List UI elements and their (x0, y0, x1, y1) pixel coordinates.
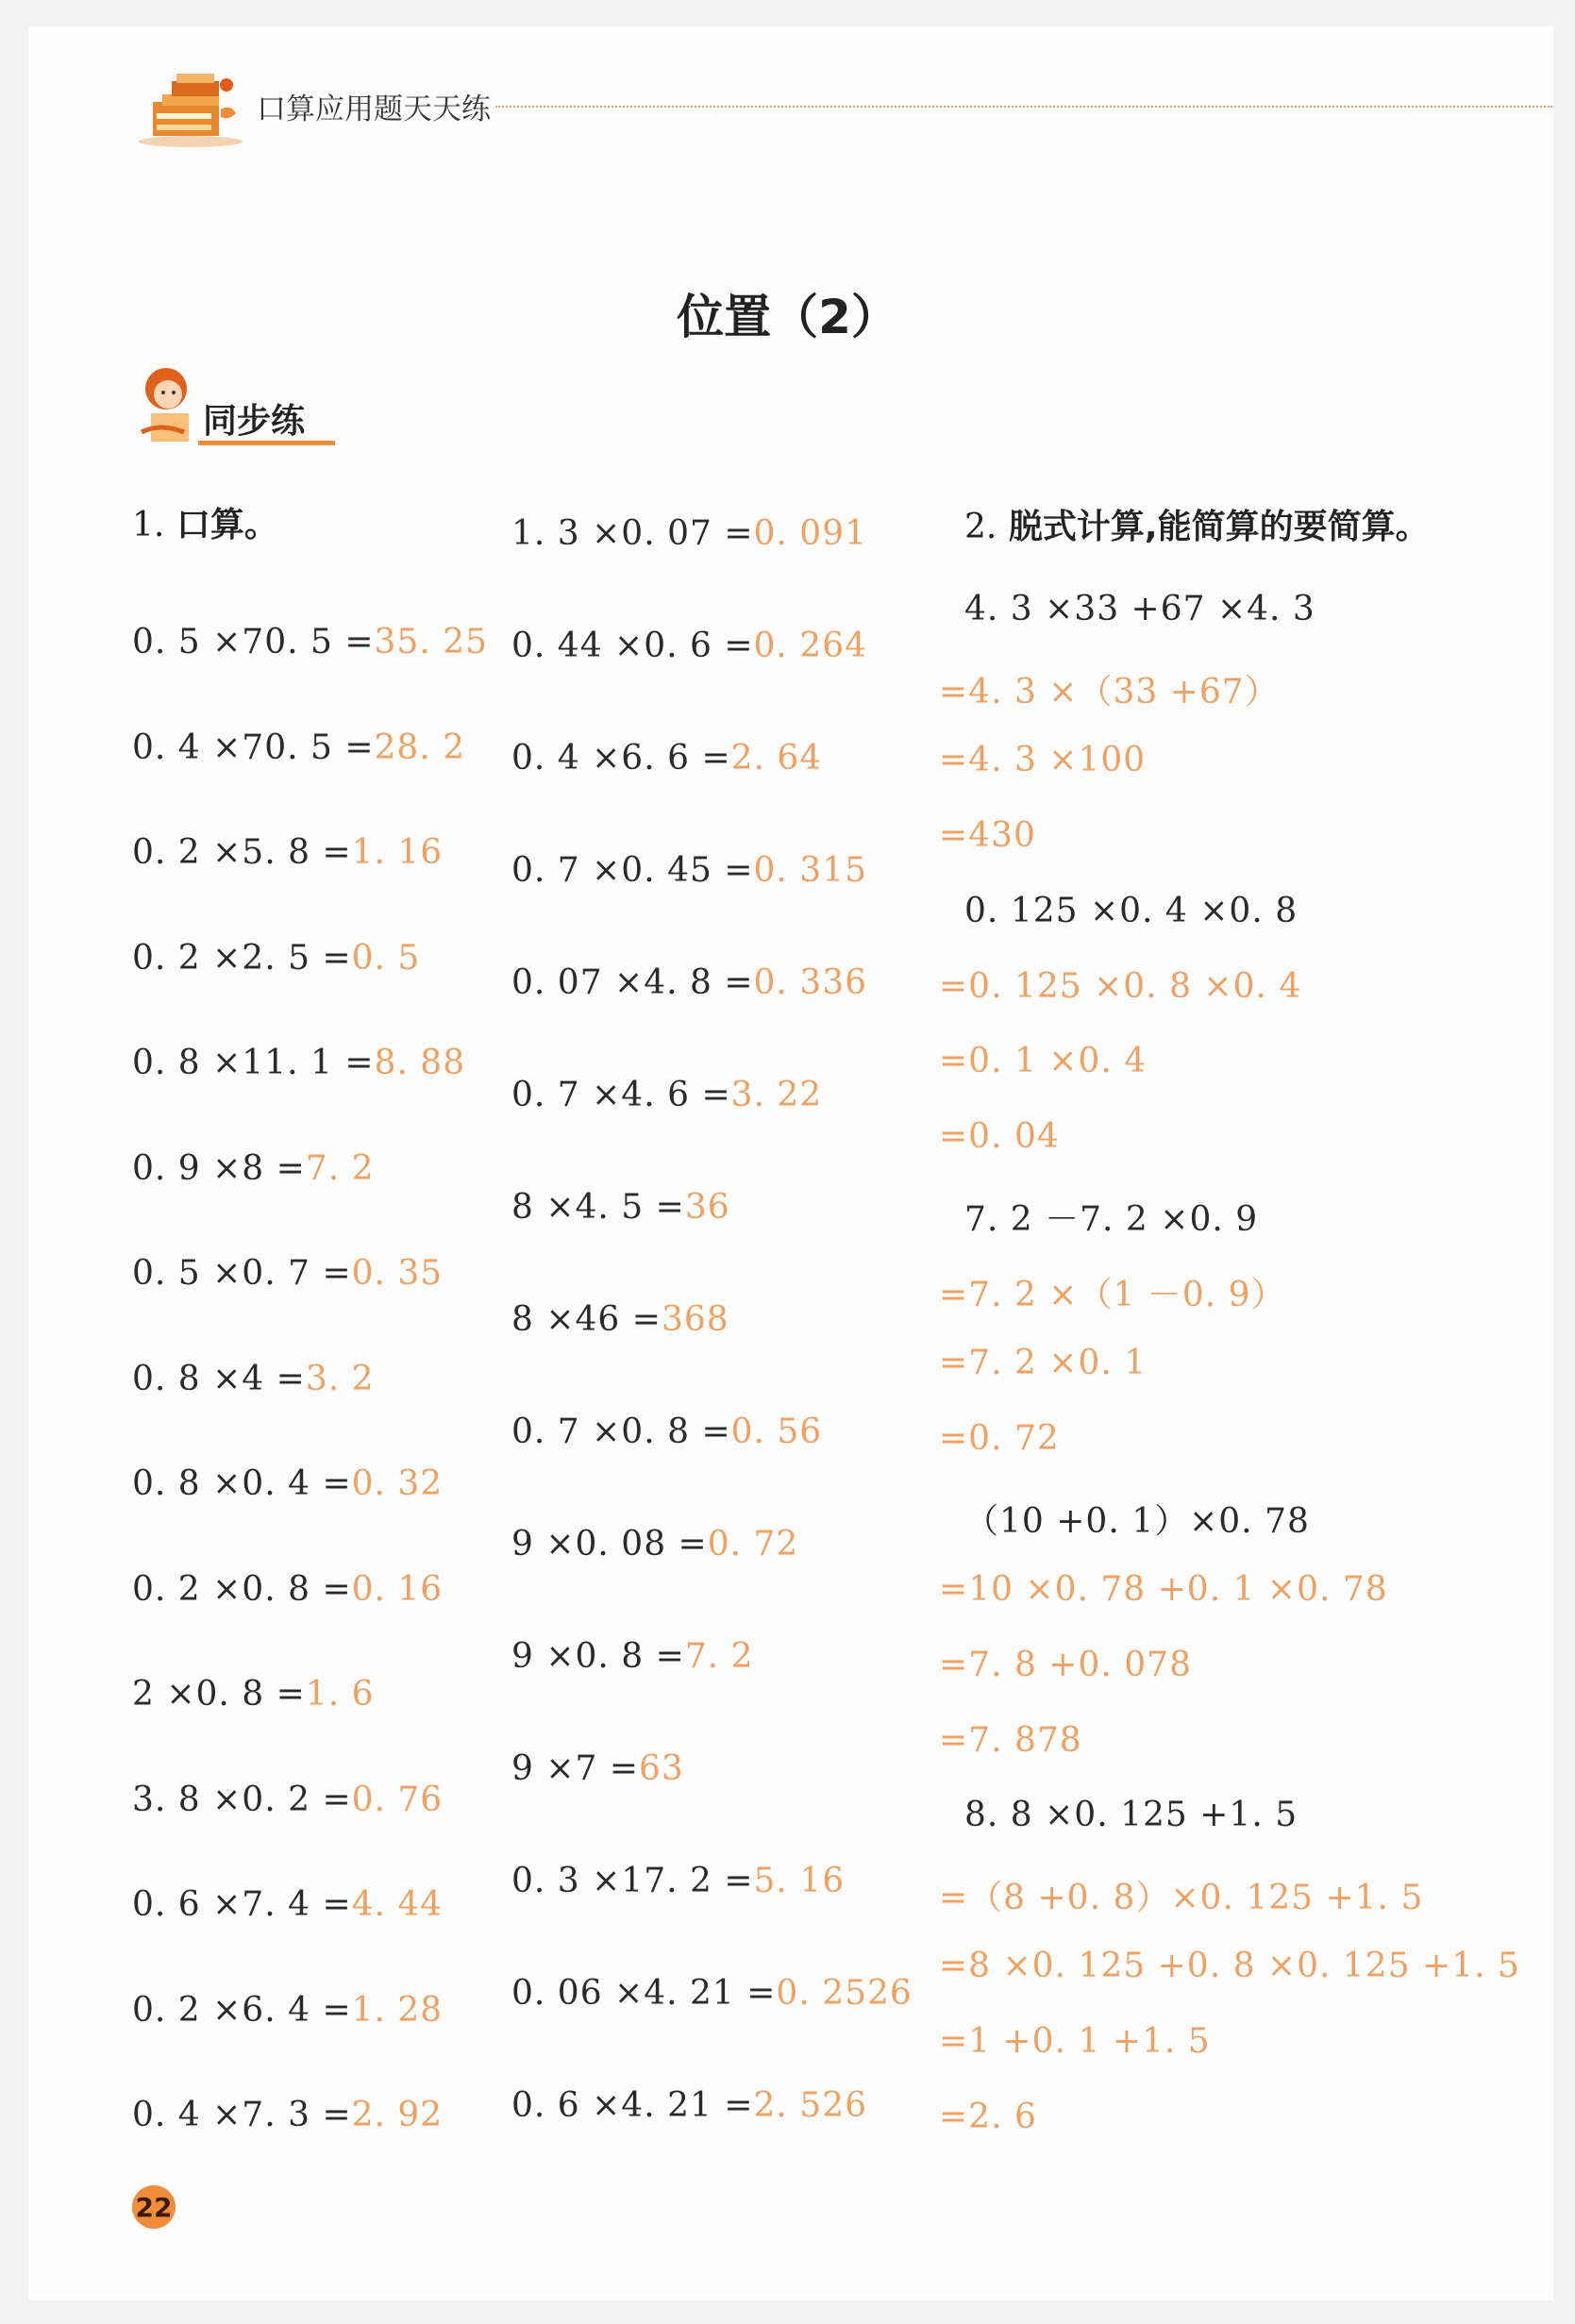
expression: 0. 7 ×0. 45 = (511, 851, 754, 890)
answer: 0. 5 (351, 938, 421, 978)
answer: 0. 72 (707, 1525, 799, 1563)
expression: 9 ×0. 08 = (511, 1525, 708, 1563)
calc-item (132, 623, 488, 661)
calc-item (511, 1413, 822, 1451)
problem-expression: 7. 2 －7. 2 ×0. 9 (964, 1200, 1259, 1240)
solution-step: =0. 04 (939, 1117, 1060, 1157)
calc-item (132, 1464, 443, 1503)
expression: 0. 8 ×4 = (132, 1359, 306, 1398)
answer: 0. 35 (351, 1254, 444, 1293)
calc-item (132, 2096, 443, 2134)
header-divider (495, 106, 1552, 108)
answer: 0. 32 (351, 1464, 444, 1503)
calc-item (511, 851, 867, 890)
calc-item (511, 1749, 684, 1788)
calc-item (511, 514, 867, 553)
calc-item (132, 1570, 443, 1609)
expression: 0. 3 ×17. 2 = (511, 1862, 754, 1900)
answer: 1. 6 (305, 1675, 375, 1714)
expression: 0. 5 ×70. 5 = (132, 623, 375, 661)
q2-heading (964, 500, 1430, 548)
answer: 7. 2 (305, 1148, 375, 1188)
q2-number: 2. (964, 508, 997, 546)
calc-item (511, 1188, 730, 1227)
expression: 0. 06 ×4. 21 = (511, 1974, 777, 2013)
calc-item (511, 1300, 729, 1339)
answer: 4. 44 (351, 1885, 444, 1924)
solution-step: =2. 6 (939, 2098, 1037, 2136)
calc-item (132, 1254, 443, 1293)
calc-item (132, 728, 465, 767)
calc-item (511, 1525, 798, 1563)
expression: 0. 2 ×6. 4 = (132, 1990, 352, 2030)
book-logo-icon (134, 66, 247, 151)
section-label: 同步练 (203, 402, 306, 441)
problem-expression: 8. 8 ×0. 125 +1. 5 (964, 1796, 1299, 1835)
solution-step: =4. 3 ×（33 +67） (939, 672, 1280, 711)
expression: 0. 6 ×7. 4 = (132, 1885, 352, 1924)
solution-step: =430 (939, 815, 1036, 855)
expression: 0. 2 ×5. 8 = (132, 833, 352, 872)
problem-expression: （10 +0. 1）×0. 78 (964, 1501, 1310, 1541)
calc-item (511, 1637, 754, 1676)
answer: 0. 76 (351, 1780, 444, 1819)
expression: 9 ×7 = (511, 1749, 640, 1788)
calc-item (132, 1044, 465, 1082)
solution-step: =0. 1 ×0. 4 (939, 1042, 1148, 1081)
answer: 368 (661, 1300, 729, 1339)
expression: 0. 4 ×6. 6 = (511, 739, 731, 777)
expression: 2 ×0. 8 = (132, 1675, 306, 1714)
calc-item (511, 2086, 867, 2125)
answer: 0. 091 (753, 514, 868, 553)
expression: 0. 44 ×0. 6 = (511, 627, 754, 665)
expression: 0. 07 ×4. 8 = (511, 963, 754, 1002)
calc-item (132, 1149, 375, 1188)
calc-item (132, 1360, 375, 1398)
q1-heading (132, 498, 278, 546)
calc-item (511, 627, 867, 665)
answer: 63 (639, 1749, 684, 1788)
answer: 0. 264 (753, 627, 868, 665)
problem-expression: 0. 125 ×0. 4 ×0. 8 (964, 891, 1299, 930)
expression: 0. 2 ×2. 5 = (132, 938, 352, 978)
answer: 8. 88 (374, 1044, 466, 1082)
expression: 9 ×0. 8 = (511, 1637, 685, 1676)
expression: 0. 7 ×0. 8 = (511, 1413, 731, 1451)
answer: 1. 28 (351, 1990, 444, 2030)
solution-step: =7. 8 +0. 078 (939, 1645, 1192, 1684)
q1-prompt: 口算。 (176, 506, 278, 544)
answer: 3. 2 (305, 1359, 375, 1398)
solution-step: =0. 72 (939, 1418, 1060, 1458)
calc-item (132, 1885, 443, 1924)
calc-item (132, 939, 420, 978)
calc-item (511, 1974, 913, 2013)
answer: 0. 56 (730, 1413, 823, 1451)
expression: 0. 9 ×8 = (132, 1148, 306, 1188)
calc-item (132, 1675, 375, 1714)
solution-step: =0. 125 ×0. 8 ×0. 4 (939, 966, 1302, 1006)
section-underline (198, 441, 335, 445)
solution-step: =10 ×0. 78 +0. 1 ×0. 78 (939, 1569, 1388, 1609)
calc-item (511, 1076, 822, 1114)
answer: 3. 22 (730, 1076, 823, 1114)
q2-prompt: 脱式计算,能简算的要简算。 (1008, 508, 1430, 546)
solution-step: =（8 +0. 8）×0. 125 +1. 5 (939, 1879, 1424, 1918)
expression: 1. 3 ×0. 07 = (511, 514, 754, 553)
answer: 2. 92 (351, 2096, 444, 2134)
answer: 5. 16 (753, 1862, 846, 1900)
answer: 2. 64 (730, 739, 823, 777)
page-number: 22 (132, 2185, 176, 2229)
calc-item (511, 739, 822, 777)
solution-step: =7. 878 (939, 1720, 1082, 1760)
series-title: 口算应用题天天练 (257, 92, 491, 126)
answer: 0. 315 (753, 851, 868, 890)
problem-expression: 4. 3 ×33 +67 ×4. 3 (964, 590, 1315, 628)
expression: 0. 4 ×7. 3 = (132, 2096, 352, 2134)
solution-step: =1 +0. 1 +1. 5 (939, 2022, 1211, 2062)
calc-item (132, 1781, 443, 1819)
expression: 0. 8 ×0. 4 = (132, 1464, 352, 1503)
calc-item (511, 1862, 845, 1900)
calc-item (132, 833, 443, 872)
solution-step: =7. 2 ×0. 1 (939, 1344, 1148, 1382)
page-title: 位置（2） (677, 290, 898, 344)
expression: 3. 8 ×0. 2 = (132, 1780, 352, 1819)
calc-item (132, 1991, 443, 2030)
expression: 8 ×4. 5 = (511, 1188, 685, 1227)
expression: 8 ×46 = (511, 1300, 662, 1339)
solution-step: =4. 3 ×100 (939, 740, 1147, 779)
calc-item (511, 963, 867, 1002)
answer: 0. 336 (753, 963, 868, 1002)
expression: 0. 8 ×11. 1 = (132, 1044, 375, 1082)
expression: 0. 2 ×0. 8 = (132, 1569, 352, 1609)
answer: 35. 25 (374, 623, 489, 661)
expression: 0. 5 ×0. 7 = (132, 1254, 352, 1293)
answer: 2. 526 (753, 2086, 868, 2125)
expression: 0. 6 ×4. 21 = (511, 2086, 754, 2125)
answer: 1. 16 (351, 833, 444, 872)
expression: 0. 7 ×4. 6 = (511, 1076, 731, 1114)
answer: 36 (684, 1188, 730, 1227)
answer: 0. 16 (351, 1569, 444, 1609)
answer: 28. 2 (374, 727, 466, 767)
solution-step: =7. 2 ×（1 －0. 9） (939, 1276, 1286, 1315)
q1-number: 1. (132, 506, 165, 544)
expression: 0. 4 ×70. 5 = (132, 727, 375, 767)
answer: 0. 2526 (776, 1974, 913, 2013)
solution-step: =8 ×0. 125 +0. 8 ×0. 125 +1. 5 (939, 1947, 1520, 1986)
answer: 7. 2 (684, 1637, 754, 1676)
